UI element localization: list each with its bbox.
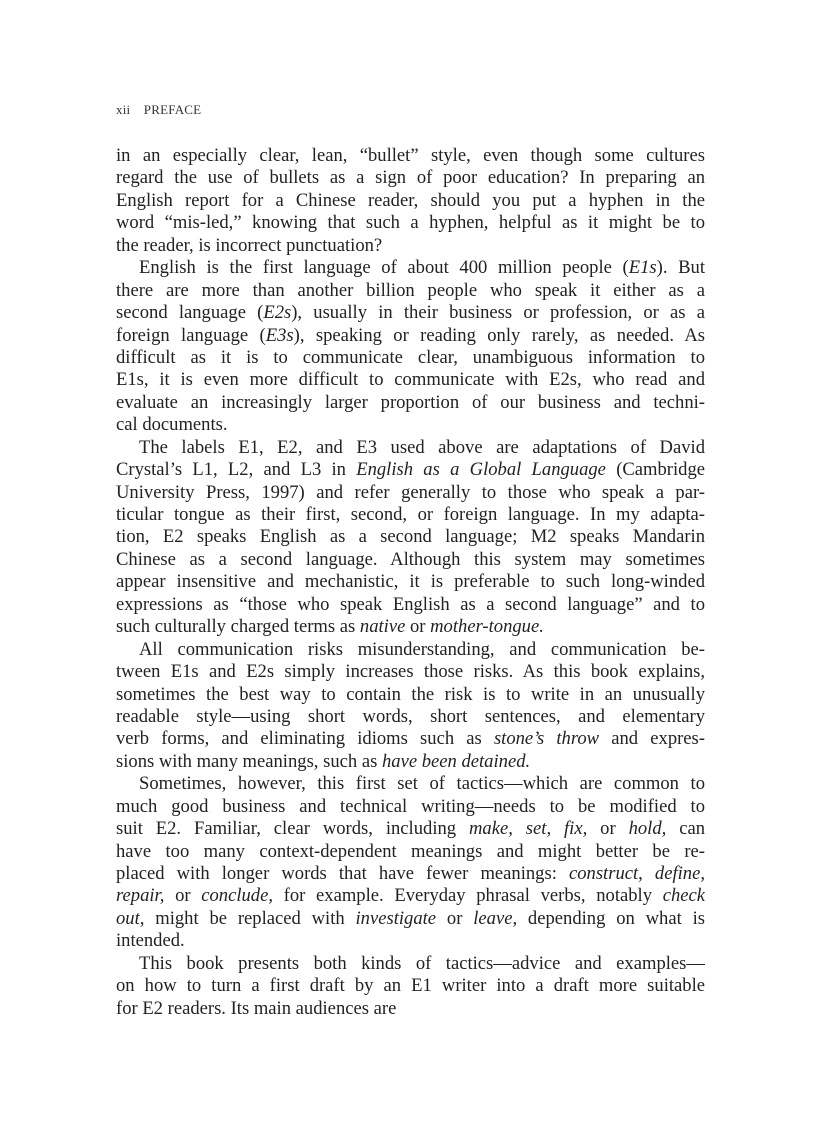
paragraph bbox=[116, 773, 705, 953]
text-line bbox=[116, 437, 705, 459]
text-run: ticular tongue as their first, second, or foreign language. In my adapta- bbox=[116, 504, 705, 525]
paragraph bbox=[116, 257, 705, 437]
paragraph bbox=[116, 145, 705, 257]
text-line bbox=[116, 841, 705, 863]
text-line bbox=[116, 459, 705, 481]
section-title: PREFACE bbox=[143, 102, 202, 117]
text-line bbox=[116, 549, 705, 571]
italic-text: conclude, bbox=[201, 885, 273, 907]
text-line bbox=[116, 953, 705, 975]
text-run: much good business and technical writing—needs to be modified to bbox=[116, 795, 705, 817]
italic-text: English as a Global Language bbox=[356, 459, 606, 481]
italic-text: repair, bbox=[116, 885, 165, 907]
text-run: sometimes the best way to contain the risk is to write in an unusually bbox=[116, 683, 705, 705]
italic-text: out, bbox=[116, 907, 145, 929]
text-run: E1s, it is even more difficult to communicate with E2s, who read and bbox=[116, 369, 705, 391]
text-run: tion, E2 speaks English as a second language; M2 speaks Mandarin bbox=[116, 526, 705, 548]
text-line bbox=[116, 684, 705, 706]
italic-text: stone’s throw bbox=[493, 728, 600, 750]
text-run: the reader, is incorrect punctuation? bbox=[116, 234, 383, 256]
text-line bbox=[116, 930, 705, 952]
text-line bbox=[116, 302, 705, 324]
text-run: for E2 readers. Its main audiences are bbox=[116, 997, 397, 1019]
text-line bbox=[116, 392, 705, 414]
text-run: expressions as “those who speak English as a second language” and to bbox=[116, 593, 705, 615]
italic-text: have been detained. bbox=[381, 750, 531, 772]
text-run: English is the first language of about 400 million people ( bbox=[139, 257, 629, 279]
text-line bbox=[116, 145, 705, 167]
text-run: can bbox=[666, 818, 705, 840]
text-run: there are more than another billion people who speak it either as a bbox=[116, 279, 705, 301]
text-run: ), speaking or reading only rarely, as needed. As bbox=[293, 324, 705, 346]
text-line bbox=[116, 616, 705, 638]
text-run: Crystal’s L1, L2, and L3 in bbox=[116, 459, 357, 481]
text-run: Sometimes, however, this first set of tactics—which are common to bbox=[139, 773, 705, 795]
text-run: intended. bbox=[116, 930, 185, 952]
text-line bbox=[116, 369, 705, 391]
text-run: depending on what is bbox=[517, 907, 705, 929]
text-run: cal documents. bbox=[116, 414, 228, 436]
text-line bbox=[116, 571, 705, 593]
text-run: might be replaced with bbox=[144, 907, 356, 929]
italic-text: hold, bbox=[628, 818, 667, 840]
text-line bbox=[116, 818, 705, 840]
text-run: suit E2. Familiar, clear words, including bbox=[116, 818, 469, 840]
text-run: second language ( bbox=[116, 302, 264, 324]
text-run: or bbox=[164, 885, 202, 907]
paragraph bbox=[116, 437, 705, 639]
text-run: word “mis-led,” knowing that such a hyphen, helpful as it might be to bbox=[116, 212, 705, 234]
text-line bbox=[116, 414, 705, 436]
text-run: for example. Everyday phrasal verbs, notably bbox=[273, 885, 663, 907]
text-run: The labels E1, E2, and E3 used above are adaptations of David bbox=[139, 436, 705, 458]
text-run: placed with longer words that have fewer meanings: bbox=[116, 863, 569, 884]
text-run: or bbox=[587, 818, 629, 840]
italic-text: leave, bbox=[473, 907, 518, 929]
running-head bbox=[116, 102, 201, 118]
text-line bbox=[116, 908, 705, 930]
text-run: or bbox=[436, 907, 474, 929]
text-run: This book presents both kinds of tactics—advice and examples— bbox=[139, 952, 705, 974]
text-line bbox=[116, 504, 705, 526]
text-line bbox=[116, 235, 705, 257]
paragraph bbox=[116, 639, 705, 774]
text-run: difficult as it is to communicate clear, unambiguous information to bbox=[116, 346, 705, 368]
text-line bbox=[116, 167, 705, 189]
italic-text: make, set, fix, bbox=[469, 818, 588, 840]
text-line bbox=[116, 661, 705, 683]
italic-text: E3s bbox=[265, 324, 294, 346]
text-run: appear insensitive and mechanistic, it is preferable to such long-winded bbox=[116, 571, 705, 593]
text-run: English report for a Chinese reader, should you put a hyphen in the bbox=[116, 189, 705, 211]
text-line bbox=[116, 257, 705, 279]
text-line bbox=[116, 482, 705, 504]
text-line bbox=[116, 639, 705, 661]
text-run: foreign language ( bbox=[116, 324, 266, 346]
body-text bbox=[116, 145, 705, 1020]
text-line bbox=[116, 975, 705, 997]
italic-text: native bbox=[359, 616, 406, 638]
text-run: University Press, 1997) and refer generally to those who speak a par- bbox=[116, 481, 705, 503]
text-run: regard the use of bullets as a sign of poor education? In preparing an bbox=[116, 167, 705, 189]
text-run: All communication risks misunderstanding, and communication be- bbox=[139, 638, 705, 660]
page-number: xii bbox=[116, 102, 131, 117]
text-run: in an especially clear, lean, “bullet” style, even though some cultures bbox=[116, 145, 705, 166]
text-run: (Cambridge bbox=[605, 459, 705, 481]
text-run: Chinese as a second language. Although this system may sometimes bbox=[116, 548, 705, 570]
text-line bbox=[116, 594, 705, 616]
text-run: ), usually in their business or profession, or as a bbox=[291, 302, 705, 324]
text-run: such culturally charged terms as bbox=[116, 616, 360, 638]
text-run: have too many context-dependent meanings and might better be re- bbox=[116, 840, 705, 862]
text-line bbox=[116, 751, 705, 773]
text-run: evaluate an increasingly larger proportion of our business and techni- bbox=[116, 391, 705, 413]
text-line bbox=[116, 212, 705, 234]
italic-text: investigate bbox=[355, 907, 437, 929]
text-line bbox=[116, 706, 705, 728]
text-run: verb forms, and eliminating idioms such as bbox=[116, 728, 494, 750]
text-run: or bbox=[405, 616, 431, 638]
italic-text: mother-tongue. bbox=[430, 616, 544, 638]
text-run: sions with many meanings, such as bbox=[116, 750, 382, 772]
text-run: tween E1s and E2s simply increases those risks. As this book explains, bbox=[116, 661, 705, 683]
text-line bbox=[116, 773, 705, 795]
text-line bbox=[116, 325, 705, 347]
italic-text: construct, define, bbox=[568, 863, 705, 884]
text-line bbox=[116, 280, 705, 302]
text-line bbox=[116, 796, 705, 818]
text-line bbox=[116, 728, 705, 750]
paragraph bbox=[116, 953, 705, 1020]
text-line bbox=[116, 526, 705, 548]
text-line bbox=[116, 347, 705, 369]
text-line bbox=[116, 863, 705, 885]
text-run: on how to turn a first draft by an E1 writer into a draft more suitable bbox=[116, 975, 705, 997]
text-line bbox=[116, 998, 705, 1020]
italic-text: check bbox=[662, 885, 705, 907]
text-run: readable style—using short words, short sentences, and elementary bbox=[116, 705, 705, 727]
text-run: and expres- bbox=[599, 728, 705, 750]
text-line bbox=[116, 190, 705, 212]
italic-text: E2s bbox=[263, 302, 292, 324]
italic-text: E1s bbox=[628, 257, 657, 279]
text-run: ). But bbox=[656, 257, 705, 279]
text-line bbox=[116, 885, 705, 907]
